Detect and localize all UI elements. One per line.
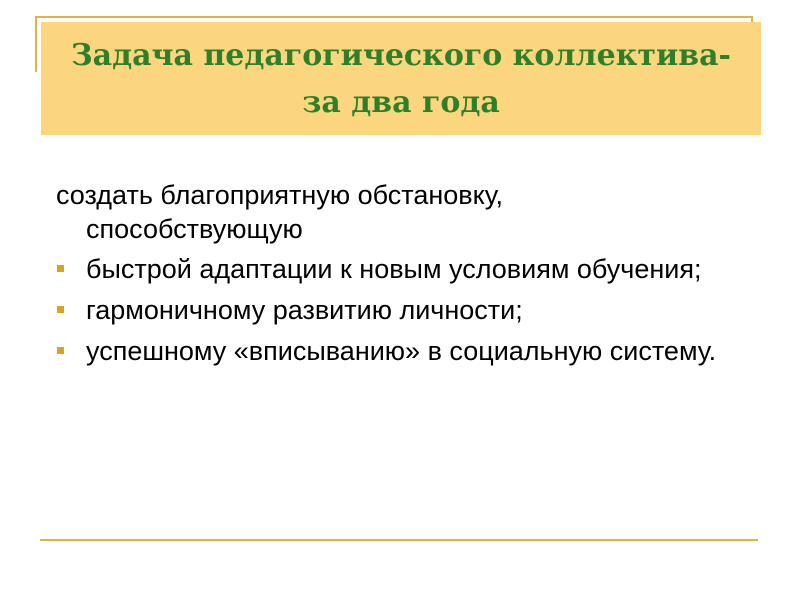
title-line-2: за два года: [302, 84, 500, 120]
bottom-rule: [40, 539, 758, 541]
title-line-1: Задача педагогического коллектива-: [71, 37, 731, 73]
bullet-text: гармоничному развитию личности;: [86, 295, 523, 325]
slide-title: [51, 32, 751, 126]
intro-line-1: создать благоприятную обстановку,: [56, 180, 504, 210]
square-bullet-icon: [57, 347, 64, 354]
list-item: [56, 252, 756, 286]
left-rule: [35, 16, 37, 72]
intro-line-2: способствующую: [86, 214, 303, 244]
list-item: [56, 334, 756, 368]
bullet-text: быстрой адаптации к новым условиям обучения;: [86, 254, 702, 284]
list-item: [56, 293, 756, 327]
intro-paragraph: [56, 178, 756, 246]
top-rule: [35, 16, 753, 18]
square-bullet-icon: [57, 306, 64, 313]
title-box: [41, 22, 761, 135]
slide-body: [56, 178, 756, 375]
bullet-text: успешному «вписыванию» в социальную систему.: [86, 336, 717, 366]
square-bullet-icon: [57, 265, 64, 272]
bullet-list: [56, 252, 756, 368]
